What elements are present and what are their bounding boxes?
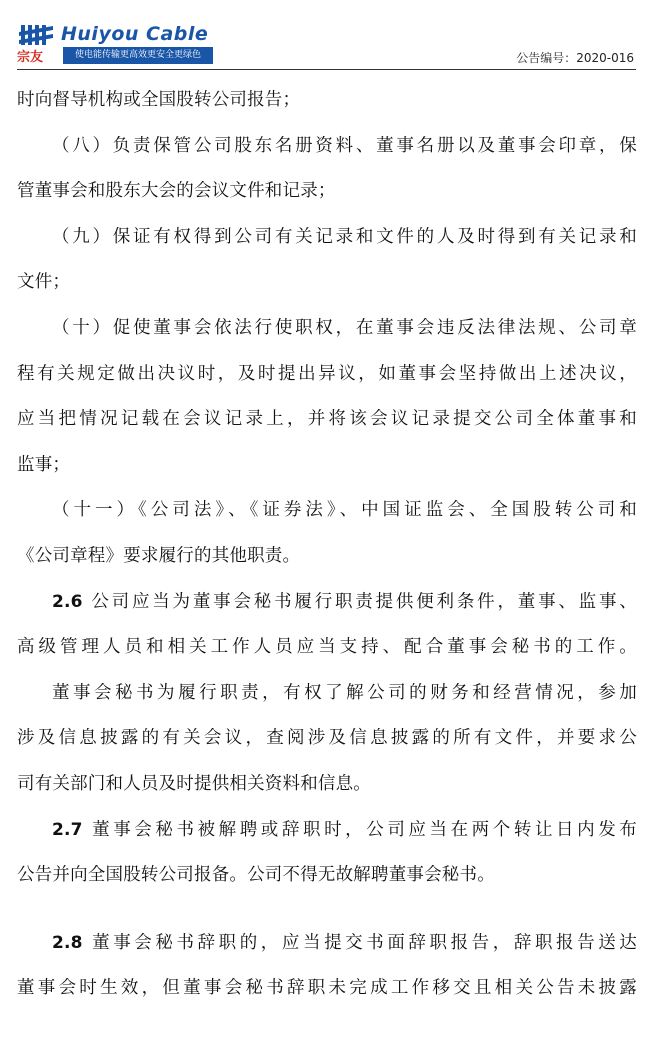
paragraph-line: 《公司章程》要求履行的其他职责。 bbox=[17, 545, 301, 566]
section-2-7-line bbox=[17, 808, 637, 854]
paragraph-line: 监事； bbox=[17, 454, 71, 475]
brand-slogan: 使电能传输更高效更安全更绿色 bbox=[63, 47, 213, 64]
announcement-number: 公告编号：2020-016 bbox=[516, 51, 634, 65]
section-2-8-line bbox=[17, 921, 637, 967]
paragraph-line: 管董事会和股东大会的会议文件和记录； bbox=[17, 181, 336, 202]
paragraph-line: 应当把情况记载在会议记录上，并将该会议记录提交公司全体董事和 bbox=[17, 409, 637, 430]
paragraph-line: 司有关部门和人员及时提供相关资料和信息。 bbox=[17, 773, 371, 794]
paragraph-line: 高级管理人员和相关工作人员应当支持、配合董事会秘书的工作。 bbox=[17, 637, 637, 658]
paragraph-line: 涉及信息披露的有关会议，查阅涉及信息披露的所有文件，并要求公 bbox=[17, 728, 637, 749]
paragraph-line: 董事会秘书为履行职责，有权了解公司的财务和经营情况，参加 bbox=[52, 682, 637, 703]
brand-name-chinese: 宗友 bbox=[17, 50, 44, 65]
paragraph-line: （八）负责保管公司股东名册资料、董事名册以及董事会印章，保 bbox=[52, 135, 637, 156]
paragraph-line: 时向督导机构或全国股转公司报告； bbox=[17, 90, 301, 110]
section-text: 董事会秘书辞职的，应当提交书面辞职报告，辞职报告送达 bbox=[88, 932, 637, 953]
paragraph-line: （十）促使董事会依法行使职权，在董事会违反法律法规、公司章 bbox=[52, 317, 637, 338]
paragraph-line: 董事会时生效，但董事会秘书辞职未完成工作移交且相关公告未披露 bbox=[17, 978, 637, 999]
brand-box bbox=[61, 23, 219, 65]
paragraph-spacer bbox=[17, 899, 637, 921]
section-number: 2.6 bbox=[52, 591, 83, 612]
section-number: 2.8 bbox=[52, 932, 83, 953]
paragraph-line: 程有关规定做出决议时，及时提出异议，如董事会坚持做出上述决议， bbox=[17, 363, 637, 384]
header-divider bbox=[17, 69, 636, 70]
brand-name-english: Huiyou Cable bbox=[61, 23, 209, 45]
company-logo bbox=[17, 22, 222, 66]
section-number: 2.7 bbox=[52, 819, 83, 840]
page-header bbox=[0, 0, 670, 72]
section-text: 董事会秘书被解聘或辞职时，公司应当在两个转让日内发布 bbox=[88, 819, 637, 840]
document-body bbox=[17, 78, 637, 1012]
paragraph-line: （九）保证有权得到公司有关记录和文件的人及时得到有关记录和 bbox=[52, 226, 637, 247]
section-text: 公司应当为董事会秘书履行职责提供便利条件，董事、监事、 bbox=[88, 591, 637, 612]
section-2-6-line bbox=[17, 580, 637, 626]
paragraph-line: 文件； bbox=[17, 272, 71, 293]
paragraph-line: （十一）《公司法》、《证券法》、中国证监会、全国股转公司和 bbox=[52, 500, 637, 521]
paragraph-line: 公告并向全国股转公司报备。公司不得无故解聘董事会秘书。 bbox=[17, 865, 495, 886]
